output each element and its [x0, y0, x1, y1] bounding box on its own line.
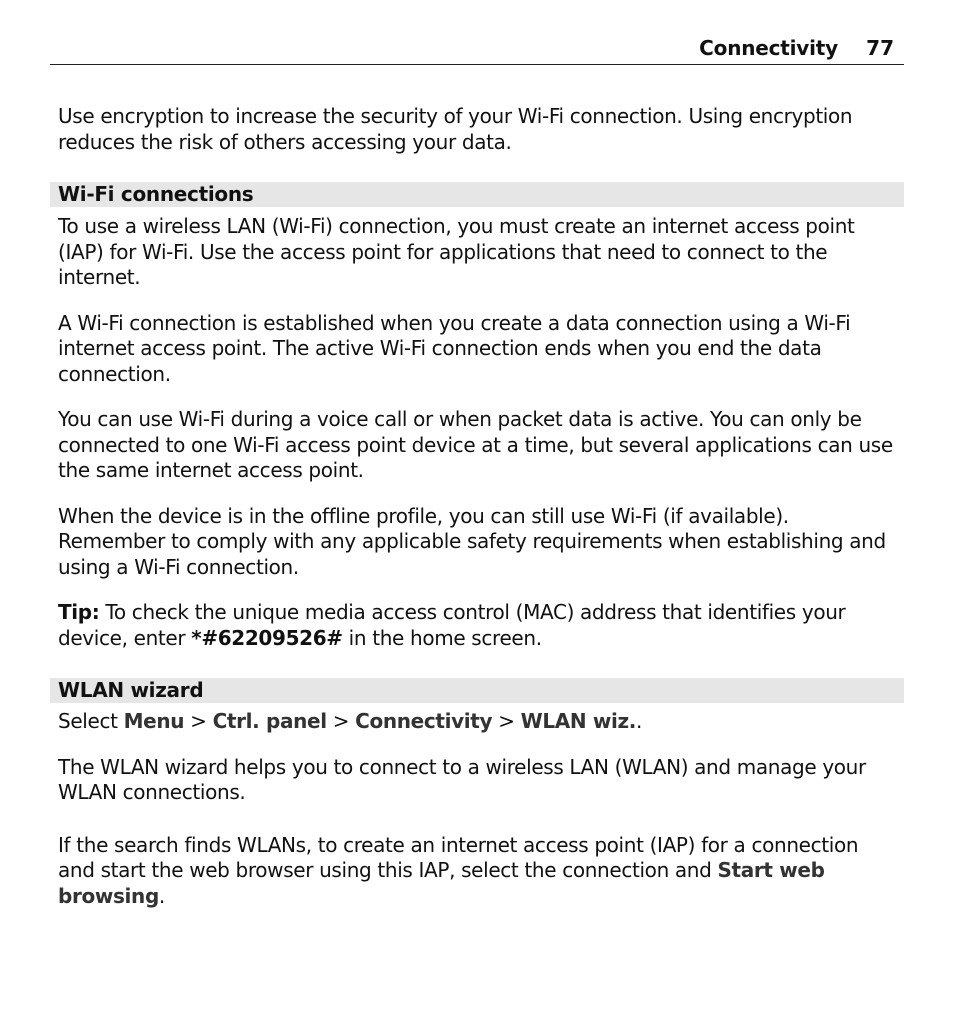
- page-content: [50, 104, 904, 909]
- wifi-paragraph-2: A Wi-Fi connection is established when you create a data connection using a Wi-Fi internet access point. The active Wi-Fi connection ends when you end the data connection.: [58, 310, 851, 386]
- menu-path-connectivity: Connectivity: [355, 709, 493, 733]
- menu-path-ctrl-panel: Ctrl. panel: [212, 709, 327, 733]
- menu-path: [50, 709, 904, 735]
- mac-code: *#62209526#: [191, 625, 343, 650]
- menu-path-prefix: Select: [58, 709, 124, 733]
- tip-label: Tip:: [58, 600, 100, 624]
- wifi-paragraph-3: You can use Wi-Fi during a voice call or when packet data is active. You can only be connected to one Wi-Fi access point device at a time, but several applications can use the same internet access point.: [58, 407, 893, 482]
- menu-path-wlan-wiz: WLAN wiz.: [520, 709, 637, 733]
- wlan-paragraph-2: [50, 833, 904, 910]
- tip-text-before: To check the unique media access control (MAC) address that identifies your device, enter: [58, 600, 846, 650]
- menu-path-separator: >: [184, 709, 213, 733]
- running-header-section: Connectivity: [699, 36, 838, 60]
- wlan-paragraph-1: The WLAN wizard helps you to connect to a wireless LAN (WLAN) and manage your WLAN connections.: [58, 754, 866, 804]
- wlan-paragraph-2-suffix: .: [158, 883, 165, 908]
- wlan-paragraph-2-text: If the search finds WLANs, to create an internet access point (IAP) for a connection and start the web browser using this IAP, select the connection and: [58, 832, 859, 882]
- menu-path-separator: >: [326, 709, 356, 733]
- section-heading-wifi-connections: Wi-Fi connections: [50, 182, 904, 207]
- page-number: 77: [866, 36, 894, 60]
- menu-path-suffix: .: [636, 709, 643, 733]
- page-header: [50, 34, 904, 65]
- wifi-paragraph-4: When the device is in the offline profile, you can still use Wi-Fi (if available). Remember to comply with any applicable safety requirements when establishing and using a Wi-Fi connection.: [58, 503, 886, 579]
- tip-text-after: in the home screen.: [342, 625, 542, 650]
- section-heading-wlan-wizard: WLAN wizard: [50, 678, 904, 703]
- menu-path-menu: Menu: [123, 709, 185, 733]
- start-web-browsing-label: Start web browsing: [58, 858, 825, 908]
- tip-paragraph: [50, 600, 904, 651]
- wifi-paragraph-1: To use a wireless LAN (Wi-Fi) connection, you must create an internet access point (IAP) for Wi-Fi. Use the access point for applications that need to connect to the internet.: [58, 214, 855, 289]
- intro-paragraph: Use encryption to increase the security of your Wi-Fi connection. Using encryption reduces the risk of others accessing your data.: [58, 104, 853, 154]
- menu-path-separator: >: [492, 709, 521, 733]
